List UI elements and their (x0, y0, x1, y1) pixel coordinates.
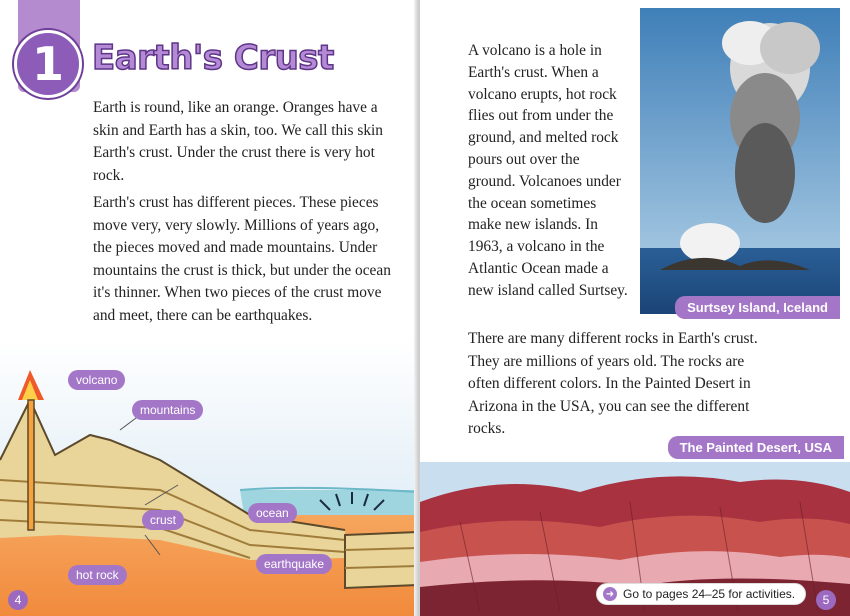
chapter-number: 1 (31, 37, 64, 91)
activities-link-label: Go to pages 24–25 for activities. (623, 587, 796, 601)
arrow-right-icon: ➜ (603, 587, 617, 601)
page-number-right: 5 (816, 590, 836, 610)
rocks-paragraph: There are many different rocks in Earth's crust. They are millions of years old. The rocks are often different colors. In the Painted Desert in Arizona in the USA, you can see the different rocks. (468, 330, 758, 437)
label-volcano: volcano (68, 370, 125, 390)
right-page (420, 0, 850, 616)
paragraph-2: Earth's crust has different pieces. These pieces move very, very slowly. Millions of years ago, the pieces moved and made mountains. Under mountains the crust is thick, but under the ocean it's thinner. When two pieces of the crust move and meet, there can be earthquakes. (93, 194, 391, 324)
label-hot-rock: hot rock (68, 565, 127, 585)
page-number-left: 4 (8, 590, 28, 610)
label-ocean: ocean (248, 503, 297, 523)
crust-illustration (0, 340, 418, 616)
page-title: Earth's Crust (92, 38, 334, 78)
volcano-paragraph: A volcano is a hole in Earth's crust. When a volcano erupts, hot rock flies out from under the ground, and melted rock pours out over the ground. Volcanoes under the ocean sometimes make new islands. In 1963, a volcano in the Atlantic Ocean made a new island called Surtsey. (468, 42, 628, 299)
volcano-caption: Surtsey Island, Iceland (675, 296, 840, 319)
label-earthquake: earthquake (256, 554, 332, 574)
label-mountains: mountains (132, 400, 203, 420)
earth-crust-diagram (0, 340, 418, 616)
desert-caption: The Painted Desert, USA (668, 436, 844, 459)
surtsey-volcano-photo (640, 8, 840, 314)
paragraph-1: Earth is round, like an orange. Oranges have a skin and Earth has a skin, too. We call this skin Earth's crust. Under the crust there is very hot rock. (93, 99, 384, 184)
activities-link[interactable] (596, 583, 806, 605)
label-crust: crust (142, 510, 184, 530)
left-page (0, 0, 418, 616)
volcano-image (640, 8, 840, 314)
chapter-number-badge (14, 30, 82, 98)
